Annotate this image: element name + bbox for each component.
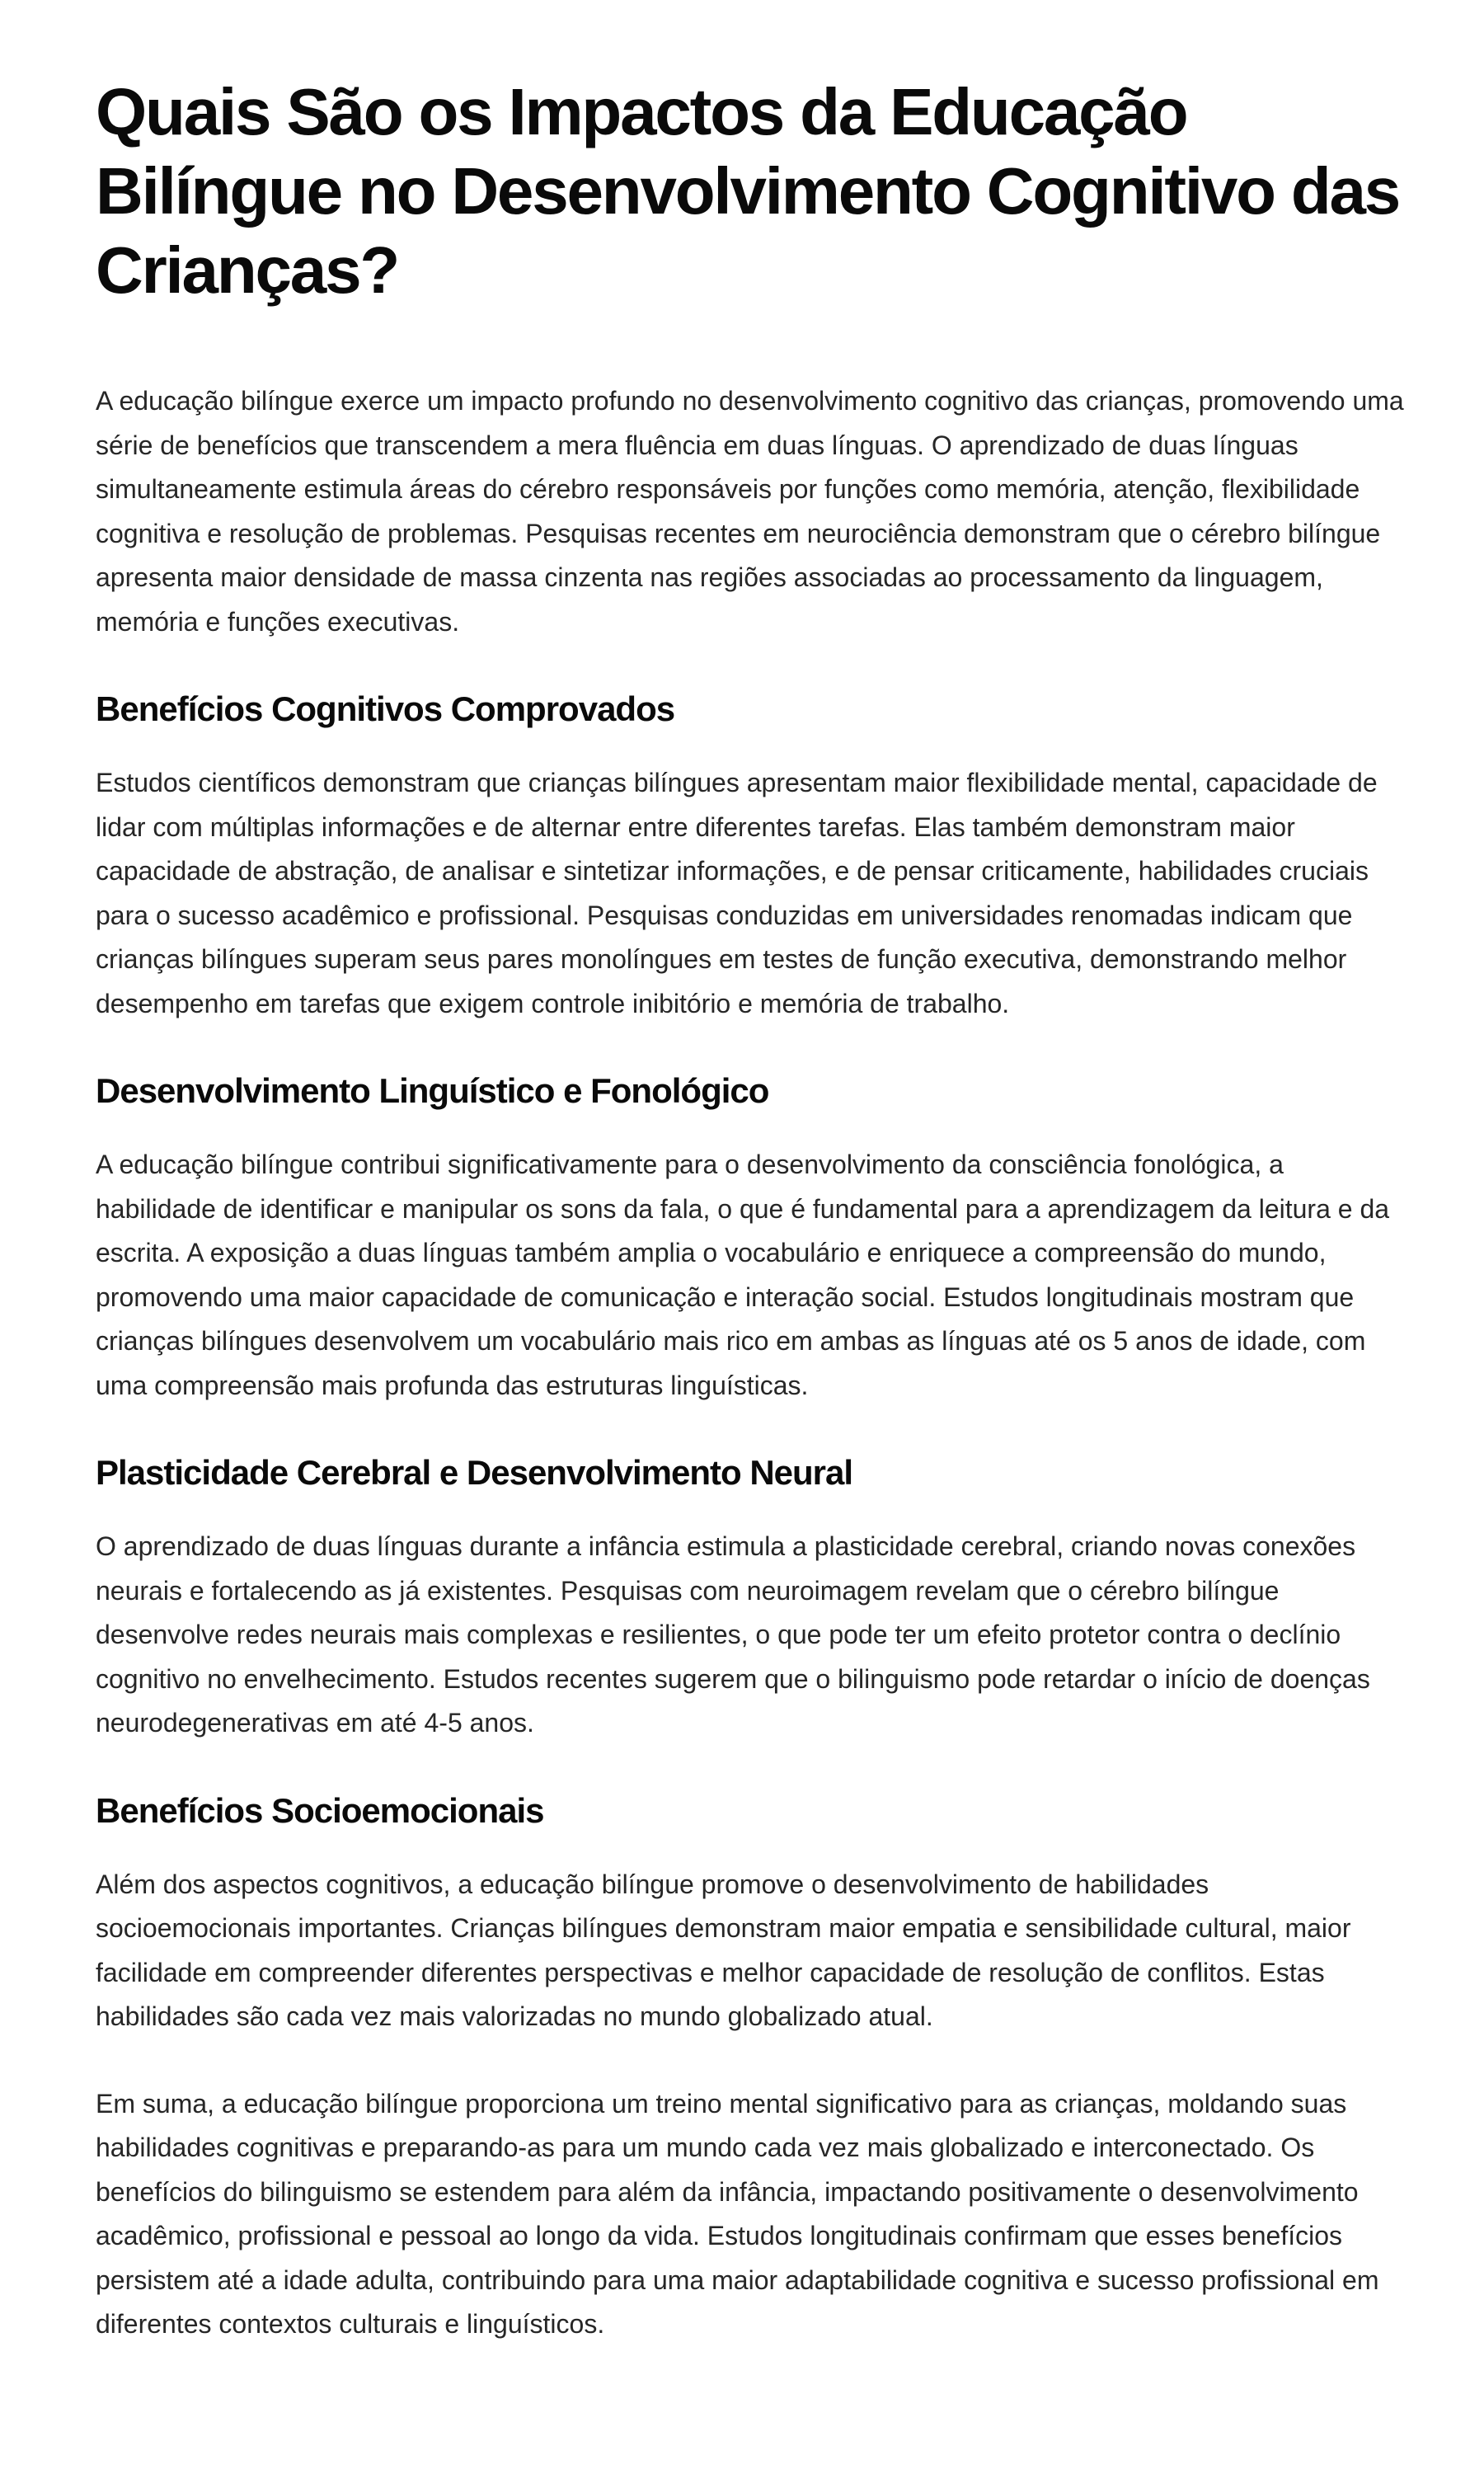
section-heading: Desenvolvimento Linguístico e Fonológico: [96, 1071, 769, 1110]
section-paragraph: A educação bilíngue contribui significativamente para o desenvolvimento da consciência fonológica, a habilidade de identificar e manipular os sons da fala, o que é fundamental para a aprendizagem da leitura e da escrita. A exposição a duas línguas também amplia o vocabulário e enriquece a compreensão do mundo, promovendo uma maior capacidade de comunicação e interação social. Estudos longitudinais mostram que crianças bilíngues desenvolvem um vocabulário mais rico em ambas as línguas até os 5 anos de idade, com uma compreensão mais profunda das estruturas linguísticas.: [96, 1150, 1390, 1400]
section-paragraph: Além dos aspectos cognitivos, a educação bilíngue promove o desenvolvimento de habilidades socioemocionais importantes. Crianças bilíngues demonstram maior empatia e sensibilidade cultural, maior facilidade em compreender diferentes perspectivas e melhor capacidade de resolução de conflitos. Estas habilidades são cada vez mais valorizadas no mundo globalizado atual.: [96, 1869, 1351, 2031]
intro-paragraph: A educação bilíngue exerce um impacto profundo no desenvolvimento cognitivo das crianças, promovendo uma série de benefícios que transcendem a mera fluência em duas línguas. O aprendizado de duas línguas simultaneamente estimula áreas do cérebro responsáveis por funções como memória, atenção, flexibilidade cognitiva e resolução de problemas. Pesquisas recentes em neurociência demonstram que o cérebro bilíngue apresenta maior densidade de massa cinzenta nas regiões associadas ao processamento da linguagem, memória e funções executivas.: [96, 386, 1404, 637]
article: [96, 73, 1407, 2390]
section-heading: Benefícios Cognitivos Comprovados: [96, 689, 675, 728]
section-heading: Benefícios Socioemocionais: [96, 1790, 544, 1830]
page-title: Quais São os Impactos da Educação Bilíngue no Desenvolvimento Cognitivo das Crianças?: [96, 75, 1400, 307]
section-heading: Plasticidade Cerebral e Desenvolvimento Neural: [96, 1453, 853, 1492]
section-cognitive-benefits: [96, 687, 1407, 1026]
section-paragraph: O aprendizado de duas línguas durante a infância estimula a plasticidade cerebral, criando novas conexões neurais e fortalecendo as já existentes. Pesquisas com neuroimagem revelam que o cérebro bilíngue desenvolve redes neurais mais complexas e resilientes, o que pode ter um efeito protetor contra o declínio cognitivo no envelhecimento. Estudos recentes sugerem que o bilinguismo pode retardar o início de doenças neurodegenerativas em até 4-5 anos.: [96, 1531, 1370, 1738]
section-neural-plasticity: [96, 1451, 1407, 1746]
section-socioemotional-benefits: [96, 1789, 1407, 2039]
section-linguistic-development: [96, 1069, 1407, 1408]
section-paragraph: Estudos científicos demonstram que crianças bilíngues apresentam maior flexibilidade mental, capacidade de lidar com múltiplas informações e de alternar entre diferentes tarefas. Elas também demonstram maior capacidade de abstração, de analisar e sintetizar informações, e de pensar criticamente, habilidades cruciais para o sucesso acadêmico e profissional. Pesquisas conduzidas em universidades renomadas indicam que crianças bilíngues superam seus pares monolíngues em testes de função executiva, demonstrando melhor desempenho em tarefas que exigem controle inibitório e memória de trabalho.: [96, 768, 1378, 1018]
conclusion-paragraph: Em suma, a educação bilíngue proporciona um treino mental significativo para as crianças, moldando suas habilidades cognitivas e preparando-as para um mundo cada vez mais globalizado e interconectado. Os benefícios do bilinguismo se estendem para além da infância, impactando positivamente o desenvolvimento acadêmico, profissional e pessoal ao longo da vida. Estudos longitudinais confirmam que esses benefícios persistem até a idade adulta, contribuindo para uma maior adaptabilidade cognitiva e sucesso profissional em diferentes contextos culturais e linguísticos.: [96, 2088, 1379, 2339]
